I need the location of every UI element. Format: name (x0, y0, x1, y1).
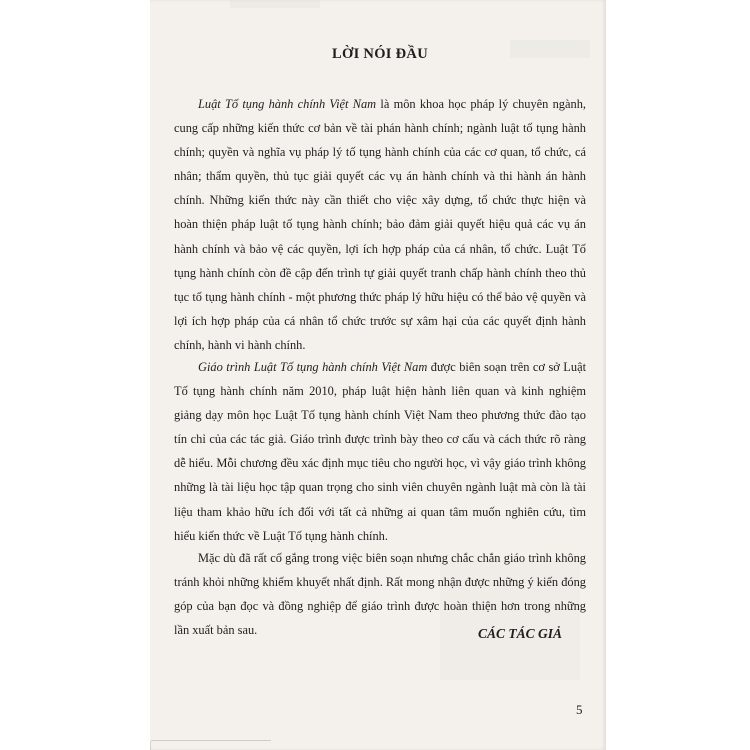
paragraph-text: là môn khoa học pháp lý chuyên ngành, cung cấp những kiến thức cơ bản về tài phán hành chính; ngành luật tố tụng hành chính; quyền và nghĩa vụ pháp lý tố tụng hành chính của các cơ quan, tổ chức, cá nhân; thẩm quyền, thủ tục giải quyết các vụ án hành chính và thi hành án hành chính. Những kiến thức này cần thiết cho việc xây dựng, tổ chức thực hiện và hoàn thiện pháp luật tố tụng hành chính; bảo đảm giải quyết hiệu quả các vụ án hành chính và bảo vệ các quyền, lợi ích hợp pháp của cá nhân, tổ chức. Luật Tố tụng hành chính còn đề cập đến trình tự giải quyết tranh chấp hành chính theo thủ tục tố tụng hành chính - một phương thức pháp lý hữu hiệu có thể bảo vệ quyền và lợi ích hợp pháp của cá nhân tổ chức trước sự xâm hại của các quyết định hành chính, hành vi hành chính. (174, 97, 586, 352)
show-through-smudge (230, 0, 320, 8)
paragraph-intro (174, 92, 586, 357)
paper-sheet (150, 0, 606, 750)
paragraph-text: được biên soạn trên cơ sở Luật Tố tụng hành chính năm 2010, pháp luật hiện hành liên quan và kinh nghiệm giảng dạy môn học Luật Tố tụng hành chính Việt Nam theo phương thức đào tạo tín chỉ của các tác giả. Giáo trình được trình bày theo cơ cấu và cách thức rõ ràng dễ hiểu. Mỗi chương đều xác định mục tiêu cho người học, vì vậy giáo trình không những là tài liệu học tập quan trọng cho sinh viên chuyên ngành luật mà còn là tài liệu tham khảo hữu ích đối với tất cả những ai quan tâm muốn nghiên cứu, tìm hiểu kiến thức về Luật Tố tụng hành chính. (174, 360, 587, 543)
authors-signature: CÁC TÁC GIẢ (477, 626, 562, 641)
paragraph-textbook (174, 355, 586, 548)
page-number: 5 (576, 702, 583, 717)
page-edge (150, 740, 271, 750)
paragraph-text: Mặc dù đã rất cố gắng trong việc biên soạn nhưng chắc chắn giáo trình không tránh khỏi những khiếm khuyết nhất định. Rất mong nhận được những ý kiến đóng góp của bạn đọc và đồng nghiệp để giáo trình được hoàn thiện hơn trong những lần xuất bản sau. (174, 551, 586, 638)
paragraph-lead-italic: Luật Tố tụng hành chính Việt Nam (198, 97, 377, 111)
page-title: LỜI NÓI ĐẦU (332, 46, 428, 62)
paragraph-lead-italic: Giáo trình Luật Tố tụng hành chính Việt Nam (198, 360, 428, 374)
